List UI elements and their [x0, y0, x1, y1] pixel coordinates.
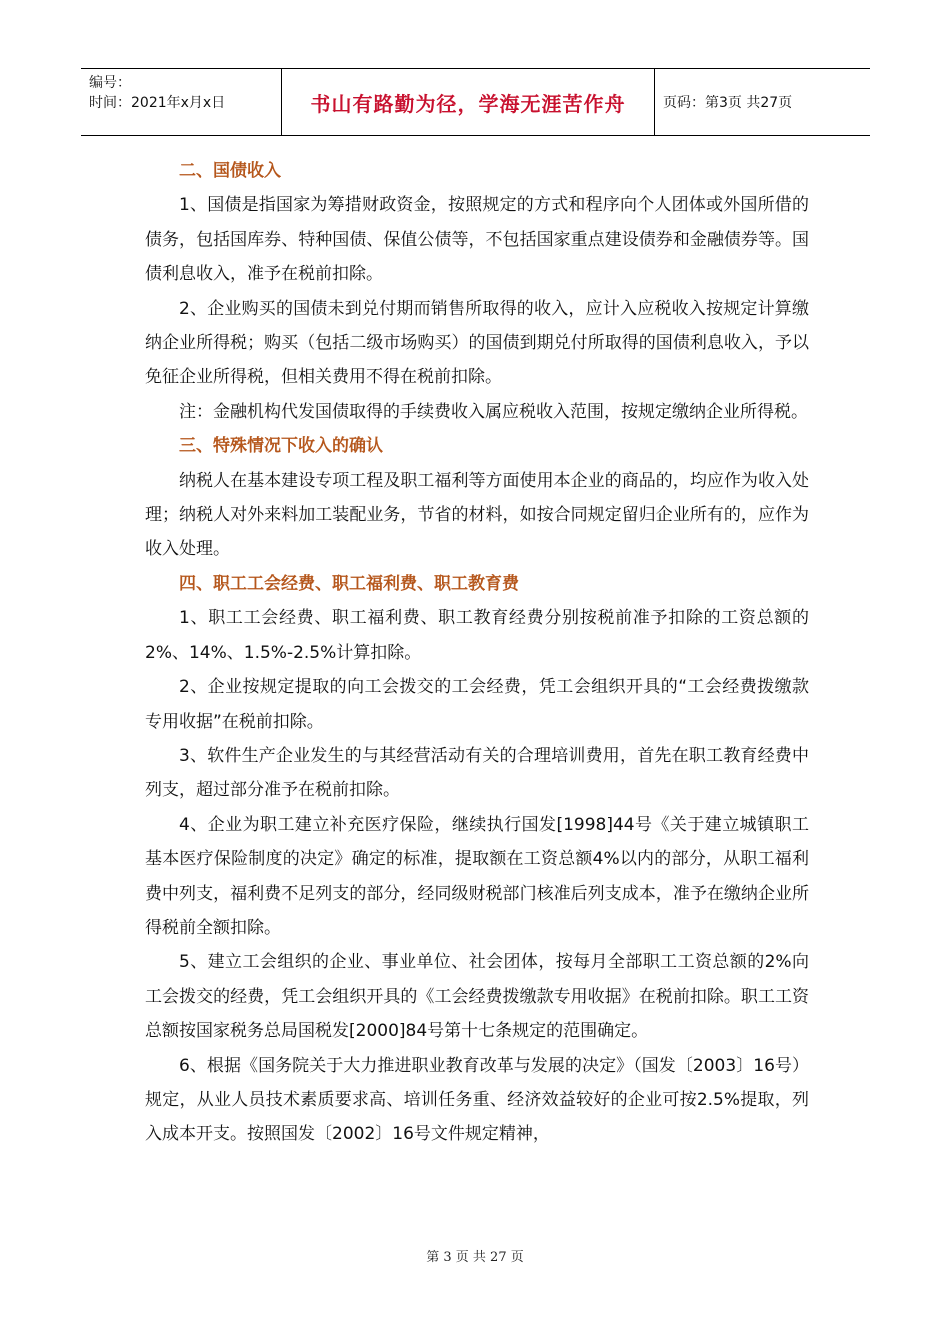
- paragraph: 2、企业购买的国债未到兑付期而销售所取得的收入，应计入应税收入按规定计算缴纳企业所得税；购买（包括二级市场购买）的国债到期兑付所取得的国债利息收入，予以免征企业所得税，但相关费用不得在税前扣除。: [145, 298, 809, 388]
- section-heading: 三、特殊情况下收入的确认: [179, 436, 383, 457]
- page-info-cell: [655, 69, 870, 135]
- paragraph: 6、根据《国务院关于大力推进职业教育改革与发展的决定》（国发〔2003〕16号）规定，从业人员技术素质要求高、培训任务重、经济效益较好的企业可按2.5%提取，列入成本开支。按照国发〔2002〕16号文件规定精神，: [145, 1055, 809, 1145]
- paragraph: 1、国债是指国家为筹措财政资金，按照规定的方式和程序向个人团体或外国所借的债务，包括国库券、特种国债、保值公债等，不包括国家重点建设债券和金融债券等。国债利息收入，准予在税前扣除。: [145, 195, 809, 285]
- header-left-cell: [81, 69, 281, 135]
- paragraph: 纳税人在基本建设专项工程及职工福利等方面使用本企业的商品的，均应作为收入处理；纳税人对外来料加工装配业务，节省的材料，如按合同规定留归企业所有的，应作为收入处理。: [145, 470, 809, 560]
- motto-text: 书山有路勤为径，学海无涯苦作舟: [310, 91, 626, 116]
- time-label: 时间：2021年x月x日: [89, 95, 226, 111]
- paragraph: 3、软件生产企业发生的与其经营活动有关的合理培训费用，首先在职工教育经费中列支，超过部分准予在税前扣除。: [145, 745, 809, 801]
- section-heading: 二、国债收入: [179, 161, 281, 181]
- number-label: 编号：: [89, 75, 131, 91]
- paragraph: 4、企业为职工建立补充医疗保险，继续执行国发[1998]44号《关于建立城镇职工基本医疗保险制度的决定》确定的标准，提取额在工资总额4%以内的部分，从职工福利费中列支，福利费不足列支的部分，经同级财税部门核准后列支成本，准予在缴纳企业所得税前全额扣除。: [145, 814, 809, 938]
- page-header: [81, 68, 870, 136]
- page-info-text: 页码：第3页 共27页: [663, 95, 793, 111]
- page-footer: [0, 1246, 950, 1265]
- paragraph: 2、企业按规定提取的向工会拨交的工会经费，凭工会组织开具的“工会经费拨缴款专用收据”在税前扣除。: [145, 677, 809, 732]
- document-body: [145, 154, 809, 1152]
- footer-page-number: 第 3 页 共 27 页: [426, 1250, 524, 1265]
- paragraph: 1、职工工会经费、职工福利费、职工教育经费分别按税前准予扣除的工资总额的2%、14%、1.5%-2.5%计算扣除。: [145, 608, 809, 663]
- paragraph: 注：金融机构代发国债取得的手续费收入属应税收入范围，按规定缴纳企业所得税。: [179, 401, 808, 422]
- motto-cell: [281, 69, 655, 135]
- paragraph: 5、建立工会组织的企业、事业单位、社会团体，按每月全部职工工资总额的2%向工会拨交的经费，凭工会组织开具的《工会经费拨缴款专用收据》在税前扣除。职工工资总额按国家税务总局国税发[2000]84号第十七条规定的范围确定。: [145, 952, 809, 1042]
- section-heading: 四、职工工会经费、职工福利费、职工教育费: [179, 573, 519, 594]
